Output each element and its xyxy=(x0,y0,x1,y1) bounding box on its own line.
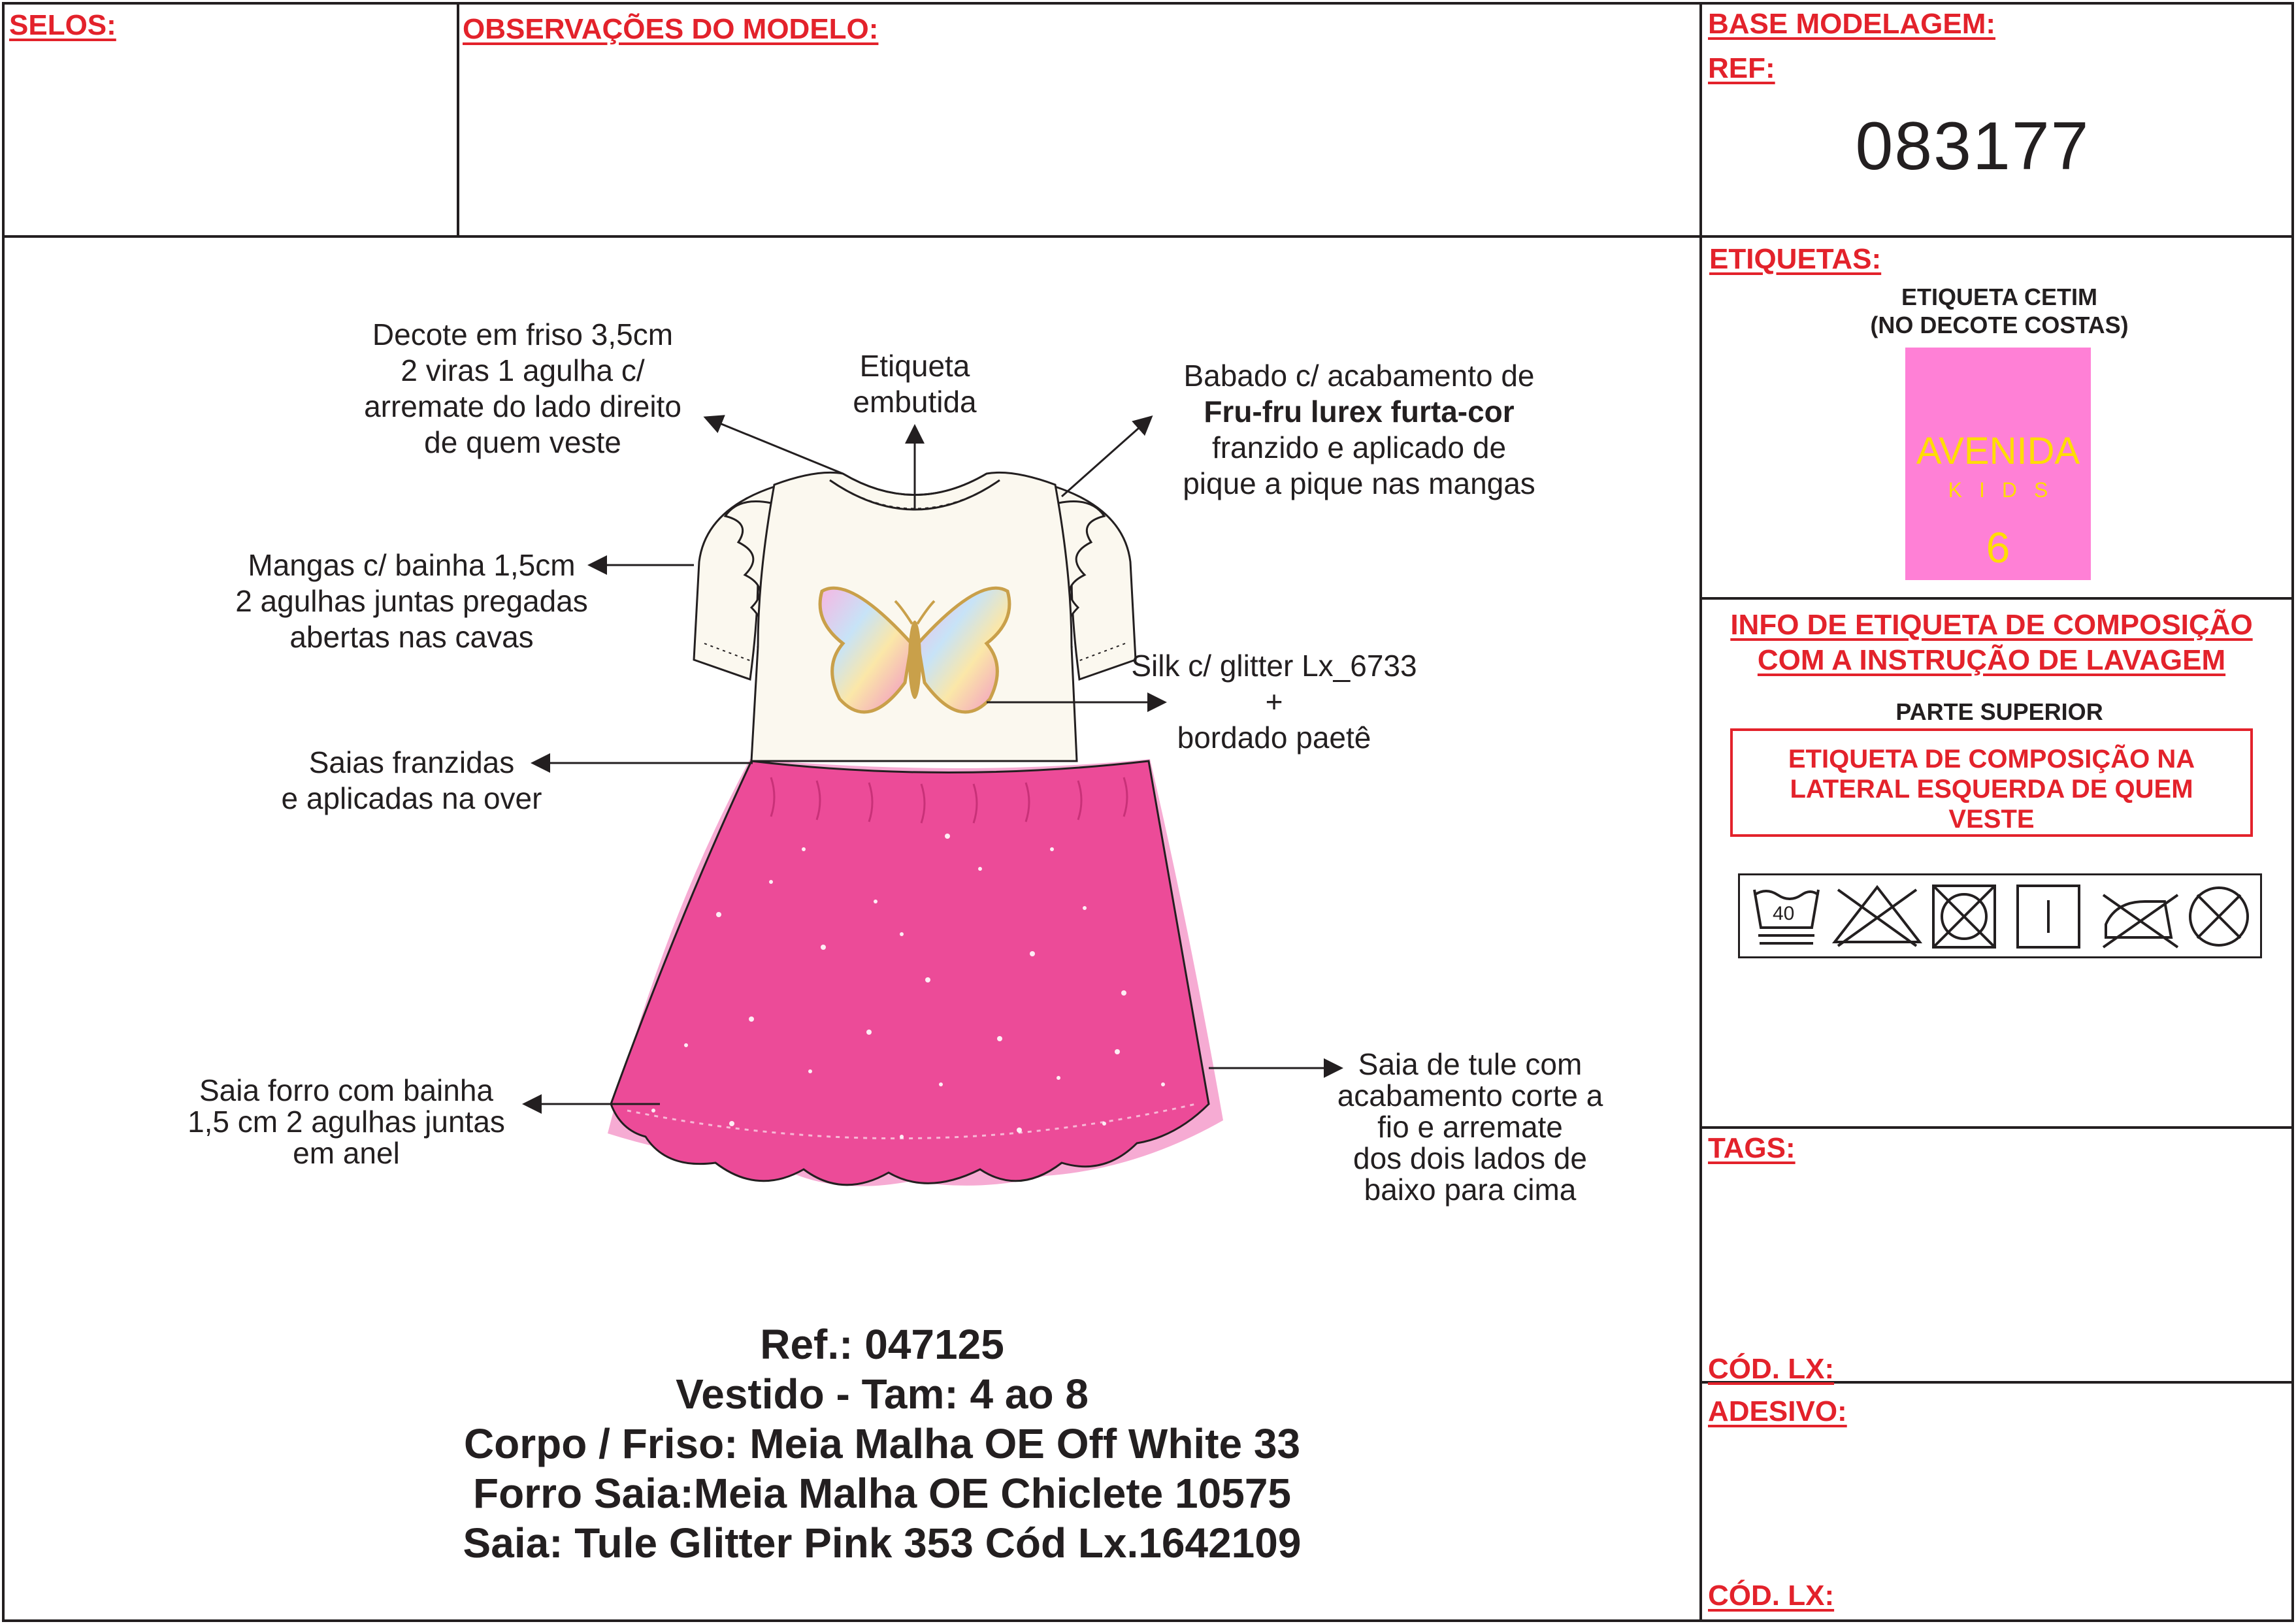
ref-label: REF: xyxy=(1708,52,1775,84)
right-panel-divider xyxy=(1699,2,1702,1622)
brand-sub: KIDS xyxy=(1948,478,2065,502)
callout-babado: Babado c/ acabamento de Fru-fru lurex furta-cor franzido e aplicado de pique a pique nas mangas xyxy=(1183,359,1535,500)
product-name: Vestido - Tam: 4 ao 8 xyxy=(676,1371,1089,1418)
product-saia: Saia: Tule Glitter Pink 353 Cód Lx.1642109 xyxy=(463,1519,1302,1567)
no-bleach-icon xyxy=(1835,887,1920,946)
line-dry-icon xyxy=(2018,886,2079,947)
callout-silk: Silk c/ glitter Lx_6733 + bordado paetê xyxy=(1131,649,1417,755)
product-ref: Ref.: 047125 xyxy=(760,1321,1004,1368)
tags-cod-label: CÓD. LX: xyxy=(1708,1353,1835,1385)
no-iron-icon xyxy=(2103,895,2178,947)
callout-etiqueta: Etiqueta embutida xyxy=(853,349,977,419)
callout-saias: Saias franzidas e aplicadas na over xyxy=(281,745,542,815)
etiqueta-type: ETIQUETA CETIM (NO DECOTE COSTAS) xyxy=(1870,284,2129,338)
selos-label: SELOS: xyxy=(9,9,116,41)
lining-skirt xyxy=(611,761,1209,1185)
composition-heading: INFO DE ETIQUETA DE COMPOSIÇÃO COM A INSTRUÇÃO DE LAVAGEM xyxy=(1730,609,2253,676)
svg-text:40: 40 xyxy=(1773,903,1795,924)
adesivo-label: ADESIVO: xyxy=(1708,1395,1847,1427)
ref-number: 083177 xyxy=(1855,108,2090,184)
base-modelagem-label: BASE MODELAGEM: xyxy=(1708,8,1995,40)
composition-box: ETIQUETA DE COMPOSIÇÃO NA LATERAL ESQUERDA DE QUEM VESTE xyxy=(1730,728,2253,837)
brand-label-preview xyxy=(1905,348,2091,580)
composition-divider xyxy=(1699,597,2294,600)
product-forro: Forro Saia:Meia Malha OE Chiclete 10575 xyxy=(472,1470,1292,1517)
composition-part: PARTE SUPERIOR xyxy=(1895,698,2103,725)
tags-divider xyxy=(1699,1126,2294,1129)
care-symbols xyxy=(1738,873,2262,958)
callout-saia-forro: Saia forro com bainha 1,5 cm 2 agulhas juntas em anel xyxy=(188,1073,505,1170)
etiquetas-label: ETIQUETAS: xyxy=(1709,243,1882,275)
adesivo-cod-label: CÓD. LX: xyxy=(1708,1580,1835,1612)
bodice xyxy=(751,472,1077,761)
brand-name: AVENIDA xyxy=(1916,430,2080,472)
no-dry-clean-icon xyxy=(2190,888,2248,945)
tags-label: TAGS: xyxy=(1708,1132,1796,1164)
callout-mangas: Mangas c/ bainha 1,5cm 2 agulhas juntas pregadas abertas nas cavas xyxy=(235,548,588,654)
no-tumble-dry-icon xyxy=(1933,886,1995,947)
callout-saia-tule: Saia de tule com acabamento corte a fio e arremate dos dois lados de baixo para cima xyxy=(1337,1047,1603,1207)
product-info xyxy=(366,1320,1398,1568)
callout-decote: Decote em friso 3,5cm 2 viras 1 agulha c/ arremate do lado direito de quem veste xyxy=(364,317,681,459)
product-corpo: Corpo / Friso: Meia Malha OE Off White 33 xyxy=(463,1420,1301,1467)
label-size: 6 xyxy=(1986,523,2010,572)
wash-40-icon xyxy=(1754,890,1818,943)
observacoes-label: OBSERVAÇÕES DO MODELO: xyxy=(463,13,879,45)
